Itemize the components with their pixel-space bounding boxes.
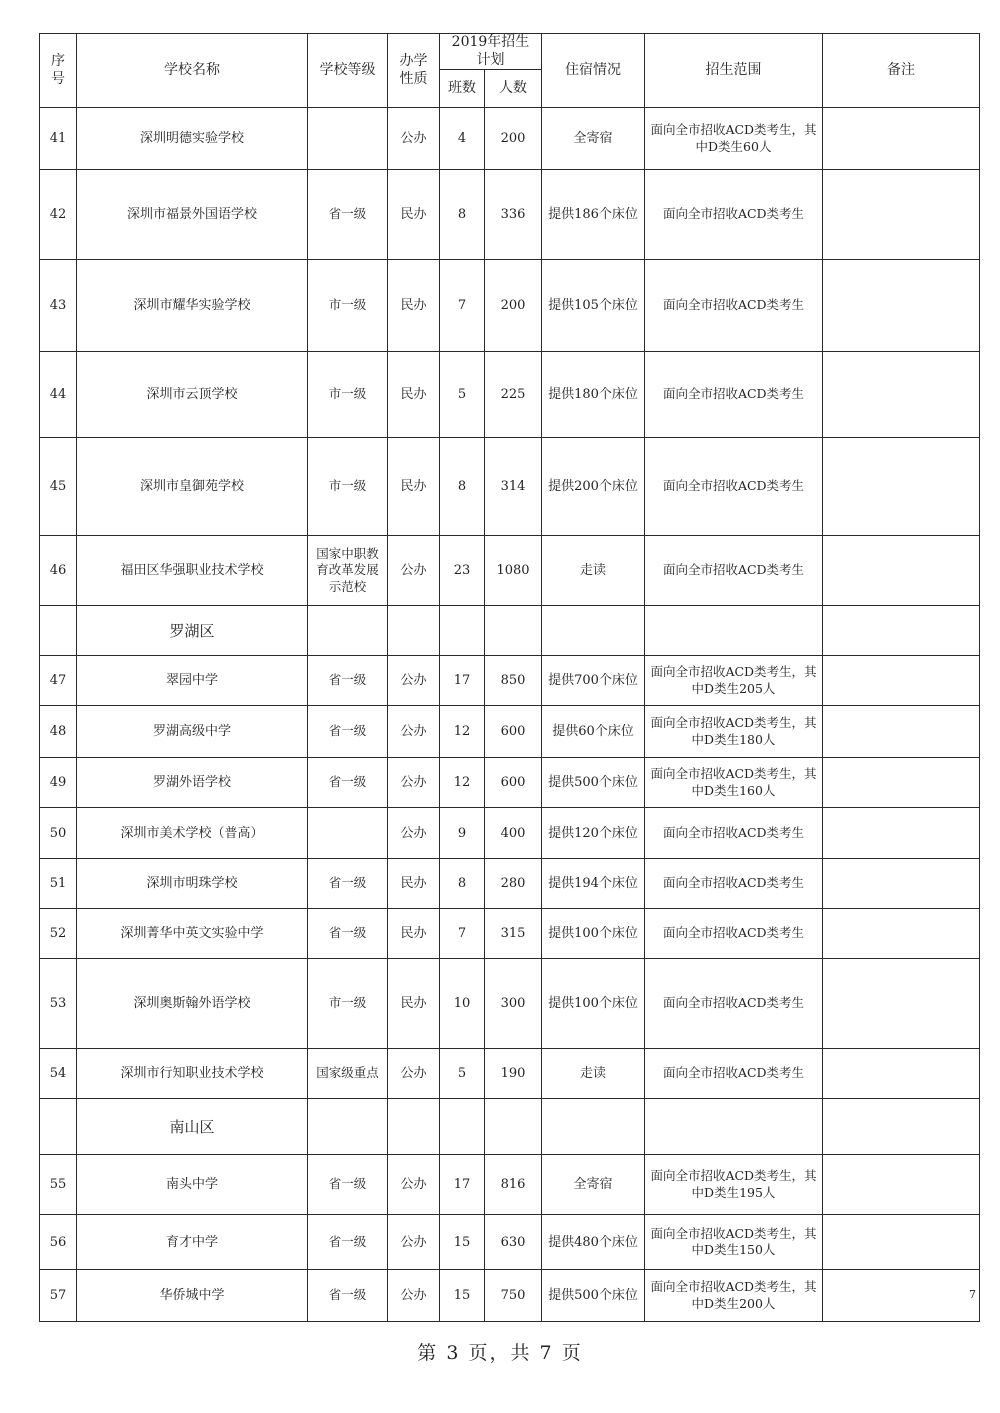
students-cell: 336: [485, 170, 542, 260]
empty-cell: [40, 606, 77, 656]
remark-cell: [823, 706, 980, 758]
boarding-cell: 提供100个床位: [542, 959, 645, 1049]
district-name: 南山区: [77, 1099, 308, 1155]
table-row: [40, 260, 980, 352]
scope-cell: 面向全市招收ACD类考生，其中D类生180人: [645, 706, 823, 758]
school-name-cell: 华侨城中学: [77, 1270, 308, 1322]
nature-cell: 民办: [388, 909, 440, 959]
nature-cell: 公办: [388, 1155, 440, 1215]
school-level-cell: 省一级: [308, 1215, 388, 1270]
nature-cell: 公办: [388, 536, 440, 606]
seq-cell: 41: [40, 108, 77, 170]
school-level-cell: 省一级: [308, 1270, 388, 1322]
students-cell: 190: [485, 1049, 542, 1099]
nature-cell: 公办: [388, 1215, 440, 1270]
empty-cell: [542, 606, 645, 656]
table-row: [40, 1215, 980, 1270]
empty-cell: [485, 1099, 542, 1155]
students-cell: 630: [485, 1215, 542, 1270]
boarding-cell: 提供200个床位: [542, 438, 645, 536]
school-level-cell: 市一级: [308, 260, 388, 352]
empty-cell: [308, 1099, 388, 1155]
table-row: [40, 108, 980, 170]
table-row: [40, 1049, 980, 1099]
scope-cell: 面向全市招收ACD类考生: [645, 352, 823, 438]
classes-cell: 5: [440, 1049, 485, 1099]
boarding-cell: 提供480个床位: [542, 1215, 645, 1270]
header-name: 学校名称: [77, 34, 308, 108]
school-level-cell: 省一级: [308, 1155, 388, 1215]
remark-cell: [823, 959, 980, 1049]
school-level-cell: 省一级: [308, 706, 388, 758]
school-name-cell: 翠园中学: [77, 656, 308, 706]
classes-cell: 7: [440, 260, 485, 352]
table-body: [40, 108, 980, 1322]
students-cell: 816: [485, 1155, 542, 1215]
classes-cell: 4: [440, 108, 485, 170]
students-cell: 600: [485, 706, 542, 758]
boarding-cell: 提供194个床位: [542, 859, 645, 909]
seq-cell: 57: [40, 1270, 77, 1322]
seq-cell: 55: [40, 1155, 77, 1215]
school-name-cell: 深圳市明珠学校: [77, 859, 308, 909]
students-cell: 750: [485, 1270, 542, 1322]
classes-cell: 5: [440, 352, 485, 438]
nature-cell: 民办: [388, 859, 440, 909]
nature-cell: 民办: [388, 260, 440, 352]
classes-cell: 12: [440, 758, 485, 808]
footer-mid: 页，共: [468, 1342, 532, 1364]
school-name-cell: 深圳市云顶学校: [77, 352, 308, 438]
seq-cell: 45: [40, 438, 77, 536]
scope-cell: 面向全市招收ACD类考生: [645, 438, 823, 536]
remark-cell: [823, 260, 980, 352]
empty-cell: [645, 1099, 823, 1155]
nature-cell: 公办: [388, 656, 440, 706]
students-cell: 315: [485, 909, 542, 959]
classes-cell: 23: [440, 536, 485, 606]
empty-cell: [542, 1099, 645, 1155]
header-classes: 班数: [440, 70, 485, 108]
students-cell: 300: [485, 959, 542, 1049]
school-name-cell: 深圳市行知职业技术学校: [77, 1049, 308, 1099]
table-row: [40, 438, 980, 536]
scope-cell: 面向全市招收ACD类考生: [645, 260, 823, 352]
table-row: [40, 859, 980, 909]
remark-cell: 7: [823, 1270, 980, 1322]
table-row: [40, 758, 980, 808]
seq-cell: 51: [40, 859, 77, 909]
seq-cell: 49: [40, 758, 77, 808]
seq-cell: 44: [40, 352, 77, 438]
remark-cell: [823, 536, 980, 606]
empty-cell: [823, 606, 980, 656]
students-cell: 200: [485, 260, 542, 352]
boarding-cell: 提供700个床位: [542, 656, 645, 706]
scope-cell: 面向全市招收ACD类考生，其中D类生150人: [645, 1215, 823, 1270]
seq-cell: 46: [40, 536, 77, 606]
scope-cell: 面向全市招收ACD类考生，其中D类生205人: [645, 656, 823, 706]
empty-cell: [388, 606, 440, 656]
seq-cell: 42: [40, 170, 77, 260]
remark-cell: [823, 808, 980, 859]
students-cell: 400: [485, 808, 542, 859]
header-remarks: 备注: [823, 34, 980, 108]
empty-cell: [40, 1099, 77, 1155]
scope-cell: 面向全市招收ACD类考生: [645, 170, 823, 260]
boarding-cell: 全寄宿: [542, 108, 645, 170]
footer-suffix: 页: [561, 1342, 583, 1364]
students-cell: 1080: [485, 536, 542, 606]
school-level-cell: 国家级重点: [308, 1049, 388, 1099]
boarding-cell: 提供500个床位: [542, 758, 645, 808]
classes-cell: 7: [440, 909, 485, 959]
header-row-1: [40, 34, 980, 70]
seq-cell: 52: [40, 909, 77, 959]
school-name-cell: 福田区华强职业技术学校: [77, 536, 308, 606]
school-level-cell: 省一级: [308, 656, 388, 706]
boarding-cell: 提供500个床位: [542, 1270, 645, 1322]
school-name-cell: 深圳奥斯翰外语学校: [77, 959, 308, 1049]
students-cell: 600: [485, 758, 542, 808]
school-level-cell: 市一级: [308, 352, 388, 438]
remark-cell: [823, 438, 980, 536]
school-name-cell: 罗湖外语学校: [77, 758, 308, 808]
school-name-cell: 深圳菁华中英文实验中学: [77, 909, 308, 959]
header-scope: 招生范围: [645, 34, 823, 108]
remark-cell: [823, 352, 980, 438]
nature-cell: 公办: [388, 108, 440, 170]
header-students: 人数: [485, 70, 542, 108]
boarding-cell: 全寄宿: [542, 1155, 645, 1215]
enrollment-table: [39, 33, 980, 1322]
seq-cell: 53: [40, 959, 77, 1049]
school-name-cell: 罗湖高级中学: [77, 706, 308, 758]
page-footer: [0, 1338, 1000, 1365]
nature-cell: 公办: [388, 1270, 440, 1322]
nature-cell: 公办: [388, 758, 440, 808]
boarding-cell: 走读: [542, 1049, 645, 1099]
remark-cell: [823, 859, 980, 909]
scope-cell: 面向全市招收ACD类考生: [645, 808, 823, 859]
footer-page-number: 3: [446, 1342, 461, 1364]
nature-cell: 民办: [388, 959, 440, 1049]
school-level-cell: 省一级: [308, 909, 388, 959]
boarding-cell: 走读: [542, 536, 645, 606]
students-cell: 850: [485, 656, 542, 706]
table-row: [40, 170, 980, 260]
nature-cell: 民办: [388, 352, 440, 438]
footer-prefix: 第: [417, 1342, 439, 1364]
nature-cell: 民办: [388, 438, 440, 536]
table-row: [40, 1155, 980, 1215]
table-row: [40, 1270, 980, 1322]
boarding-cell: 提供60个床位: [542, 706, 645, 758]
school-level-cell: 市一级: [308, 438, 388, 536]
empty-cell: [645, 606, 823, 656]
students-cell: 200: [485, 108, 542, 170]
remark-cell: [823, 758, 980, 808]
table-row: [40, 536, 980, 606]
classes-cell: 8: [440, 859, 485, 909]
students-cell: 314: [485, 438, 542, 536]
classes-cell: 8: [440, 438, 485, 536]
students-cell: 280: [485, 859, 542, 909]
header-plan: 2019年招生计划: [440, 34, 542, 70]
seq-cell: 50: [40, 808, 77, 859]
students-cell: 225: [485, 352, 542, 438]
classes-cell: 12: [440, 706, 485, 758]
table-row: [40, 959, 980, 1049]
header-nature: 办学性质: [388, 34, 440, 108]
empty-cell: [823, 1099, 980, 1155]
scope-cell: 面向全市招收ACD类考生: [645, 909, 823, 959]
table-row: [40, 656, 980, 706]
header-boarding: 住宿情况: [542, 34, 645, 108]
district-row: [40, 606, 980, 656]
remark-cell: [823, 1049, 980, 1099]
scope-cell: 面向全市招收ACD类考生，其中D类生195人: [645, 1155, 823, 1215]
remark-cell: [823, 108, 980, 170]
boarding-cell: 提供186个床位: [542, 170, 645, 260]
boarding-cell: 提供120个床位: [542, 808, 645, 859]
boarding-cell: 提供180个床位: [542, 352, 645, 438]
scope-cell: 面向全市招收ACD类考生，其中D类生200人: [645, 1270, 823, 1322]
scope-cell: 面向全市招收ACD类考生: [645, 1049, 823, 1099]
remark-cell: [823, 909, 980, 959]
scope-cell: 面向全市招收ACD类考生: [645, 959, 823, 1049]
scope-cell: 面向全市招收ACD类考生，其中D类生160人: [645, 758, 823, 808]
nature-cell: 民办: [388, 170, 440, 260]
nature-cell: 公办: [388, 706, 440, 758]
boarding-cell: 提供100个床位: [542, 909, 645, 959]
classes-cell: 15: [440, 1270, 485, 1322]
seq-cell: 47: [40, 656, 77, 706]
remark-cell: [823, 656, 980, 706]
school-level-cell: 省一级: [308, 170, 388, 260]
table-row: [40, 706, 980, 758]
nature-cell: 公办: [388, 1049, 440, 1099]
school-name-cell: 深圳市美术学校（普高）: [77, 808, 308, 859]
district-row: [40, 1099, 980, 1155]
seq-cell: 43: [40, 260, 77, 352]
seq-cell: 48: [40, 706, 77, 758]
classes-cell: 9: [440, 808, 485, 859]
school-level-cell: 市一级: [308, 959, 388, 1049]
classes-cell: 15: [440, 1215, 485, 1270]
school-level-cell: 国家中职教育改革发展示范校: [308, 536, 388, 606]
remark-cell: [823, 170, 980, 260]
scope-cell: 面向全市招收ACD类考生，其中D类生60人: [645, 108, 823, 170]
table-row: [40, 909, 980, 959]
school-name-cell: 深圳市耀华实验学校: [77, 260, 308, 352]
empty-cell: [308, 606, 388, 656]
district-name: 罗湖区: [77, 606, 308, 656]
seq-cell: 56: [40, 1215, 77, 1270]
remark-cell: [823, 1215, 980, 1270]
seq-cell: 54: [40, 1049, 77, 1099]
classes-cell: 8: [440, 170, 485, 260]
scope-cell: 面向全市招收ACD类考生: [645, 536, 823, 606]
classes-cell: 10: [440, 959, 485, 1049]
empty-cell: [440, 1099, 485, 1155]
school-name-cell: 深圳明德实验学校: [77, 108, 308, 170]
empty-cell: [388, 1099, 440, 1155]
classes-cell: 17: [440, 1155, 485, 1215]
school-name-cell: 育才中学: [77, 1215, 308, 1270]
school-name-cell: 深圳市福景外国语学校: [77, 170, 308, 260]
school-level-cell: 省一级: [308, 859, 388, 909]
school-level-cell: [308, 108, 388, 170]
remark-cell: [823, 1155, 980, 1215]
classes-cell: 17: [440, 656, 485, 706]
header-level: 学校等级: [308, 34, 388, 108]
footer-total-pages: 7: [539, 1342, 554, 1364]
empty-cell: [485, 606, 542, 656]
table-row: [40, 352, 980, 438]
empty-cell: [440, 606, 485, 656]
table-row: [40, 808, 980, 859]
school-level-cell: 省一级: [308, 758, 388, 808]
boarding-cell: 提供105个床位: [542, 260, 645, 352]
school-name-cell: 深圳市皇御苑学校: [77, 438, 308, 536]
school-level-cell: [308, 808, 388, 859]
school-name-cell: 南头中学: [77, 1155, 308, 1215]
nature-cell: 公办: [388, 808, 440, 859]
header-seq: 序号: [40, 34, 77, 108]
scope-cell: 面向全市招收ACD类考生: [645, 859, 823, 909]
